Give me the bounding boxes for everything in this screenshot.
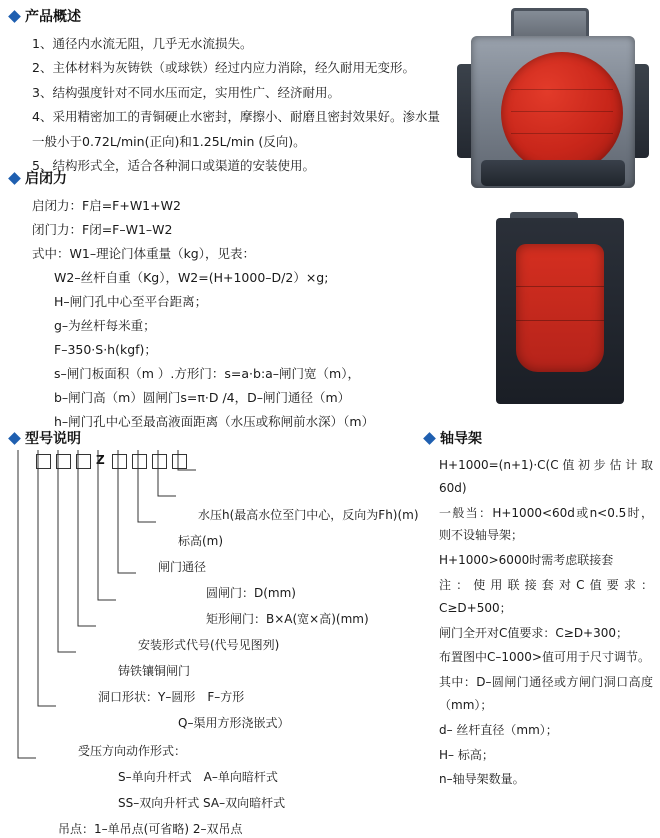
valve-disc-red [516,244,604,372]
section-product-overview [10,6,440,178]
model-label-gate-diameter: 闸门通径 [158,560,207,574]
bearing-line-10: n–轴导架数量。 [439,772,525,787]
valve-base [481,160,625,186]
bearing-line-2: 一般当：H+1000<60d或n<0.5时，则不设轴导架； [439,505,653,543]
diamond-bullet-icon [8,10,21,23]
section-heading-overview [10,6,440,26]
model-label-double-types: SS–双向升杆式 SA–双向暗杆式 [118,796,286,810]
force-line-9: b–闸门高（m）圆闸门s=π·D /4，D–闸门通径（m） [54,390,351,405]
section-operating-force [10,168,450,434]
product-photo-round-gate [455,8,651,204]
model-code-box-7 [172,454,187,469]
bearing-line-7: 其中：D–圆闸门通径或方闸门洞口高度（mm）； [439,675,653,712]
section-shaft-guide-frame [425,428,653,793]
model-code-boxes [36,454,440,472]
force-line-1: 启闭力：F启=F+W1+W2 [32,198,181,213]
model-code-box-3 [76,454,91,469]
force-line-10: h–闸门孔中心至最高液面距离（水压或称闸前水深）（m） [54,414,375,429]
model-code-box-2 [56,454,71,469]
section-title-bearing: 轴导架 [440,431,482,447]
bearing-line-3: H+1000>6000时需考虑联接套 [439,553,614,568]
section-title-force: 启闭力 [25,171,67,187]
model-code-box-5 [132,454,147,469]
valve-disc-red [501,52,623,174]
force-line-7: F–350·S·h(kgf)； [54,342,157,357]
product-photo-square-gate [480,212,640,412]
diamond-bullet-icon [423,432,436,445]
bearing-line-4: 注：使用联接套对C值要求：C≥D+500； [439,577,653,615]
force-line-4: W2–丝杆自重（Kg），W2=(H+1000–D/2）×g; [54,270,329,285]
force-line-6: g–为丝杆每米重； [54,318,156,333]
section-heading-model [10,428,440,448]
bearing-line-9: H– 标高； [439,747,494,762]
model-label-pressure-direction: 受压方向动作形式： [78,744,187,758]
overview-item-4: 4、采用精密加工的青铜硬止水密封，摩擦小、耐磨且密封效果好。渗水量一般小于0.72L/min(正向)和1.25L/min (反向)。 [32,109,440,149]
diamond-bullet-icon [8,432,21,445]
model-label-opening-shape: 洞口形状：Y–圆形 F–方形 [98,690,245,704]
section-heading-bearing [425,428,653,448]
model-label-lift-points: 吊点：1–单吊点(可省略) 2–双吊点 [58,822,243,836]
section-title-overview: 产品概述 [25,9,81,25]
force-line-2: 闭门力：F闭=F–W1–W2 [32,222,173,237]
model-code-box-6 [152,454,167,469]
model-label-cast-iron-gate: 铸铁镶铜闸门 [118,664,191,678]
model-code-letter-z: Z [96,453,105,467]
model-label-install-form: 安装形式代号(代号见图列) [138,638,280,652]
valve-body [496,218,624,404]
force-line-5: H–闸门孔中心至平台距离； [54,294,208,309]
overview-item-5: 5、结构形式全，适合各种洞口或渠道的安装使用。 [32,157,315,173]
bearing-line-8: d– 丝杆直径（mm）； [439,722,558,737]
overview-item-1: 1、通径内水流无阻，几乎无水流损失。 [32,36,253,51]
overview-item-2: 2、主体材料为灰铸铁（或球铁）经过内应力消除，经久耐用无变形。 [32,60,415,76]
model-label-single-types: S–单向升杆式 A–单向暗杆式 [118,770,278,784]
force-line-8: s–闸门板面积（m ）.方形门：s=a·b:a–闸门宽（m）， [54,366,360,381]
model-code-box-4 [112,454,127,469]
bearing-line-1: H+1000=(n+1)·C(C值初步估计取60d) [439,458,653,495]
section-title-model: 型号说明 [25,431,81,447]
section-heading-force [10,168,450,188]
model-label-elevation: 标高(m) [178,534,224,548]
model-code-box-1 [36,454,51,469]
model-label-channel-square: Q–渠用方形浇嵌式） [178,716,290,730]
model-label-round-gate-d: 圆闸门：D(mm) [206,586,296,600]
model-label-rect-gate-ba: 矩形闸门：B×A(宽×高)(mm) [206,612,369,626]
overview-item-3: 3、结构强度针对不同水压而定，实用性广、经济耐用。 [32,84,340,100]
bearing-line-5: 闸门全开对C值要求：C≥D+300； [439,625,629,640]
section-model-description [10,428,440,836]
model-label-water-pressure: 水压h(最高水位至门中心，反向为Fh)(m) [198,508,419,522]
diamond-bullet-icon [8,172,21,185]
force-line-3: 式中：W1–理论门体重量（kg），见表： [32,246,255,261]
bearing-line-6: 布置图中C–1000>值可用于尺寸调节。 [439,650,650,665]
